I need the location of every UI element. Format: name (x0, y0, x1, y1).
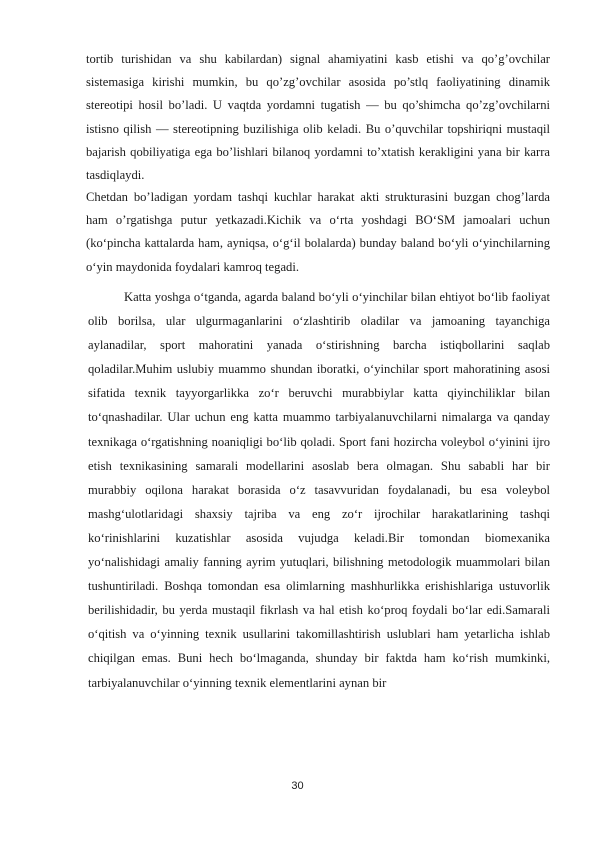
paragraph-2: Chetdan bo’ladigan yordam tashqi kuchlar harakat akti strukturasini buzgan chog’larda ham o’rgatishga putur yetkazadi.Kichik va o‘rta yoshdagi BO‘SM jamoalari uchun (ko‘pincha kattalarda ham, ayniqsa, o‘g‘il bolalarda) bunday baland bo‘yli o‘yinchilarning o‘yin maydonida foydalari kamroq tegadi. (86, 190, 550, 274)
page-number: 30 (291, 780, 304, 792)
paragraph-1: tortib turishidan va shu kabilardan) signal ahamiyatini kasb etishi va qo’g’ovchilar sistemasiga kirishi mumkin, bu qo’zg’ovchilar asosida po’stlq faoliyatining dinamik stereotipi hosil bo’ladi. U vaqtda yordamni tugatish — bu qo’shimcha qo’zg’ovchilarni istisno qilish — stereotipning buzilishiga olib keladi. Bu o’quvchilar topshiriqni mustaqil bajarish qobiliyatiga ega bo’lishlari bilanoq yordamni to’xtatish kerakligini yana bir karra tasdiqlaydi. (86, 52, 550, 183)
paragraph-3: Katta yoshga o‘tganda, agarda baland bo‘yli o‘yinchilar bilan ehtiyot bo‘lib faoliyat olib borilsa, ular ulgurmaganlarini o‘zlashtirib oladilar va jamoaning tayanchiga aylanadilar, sport mahoratini yanada o‘stirishning barcha istiqbollarini saqlab qoladilar.Muhim uslubiy muammo shundan iboratki, o‘yinchilar sport mahoratining asosi sifatida texnik tayyorgarlikka zo‘r beruvchi murabbiylar katta qiyinchiliklar bilan to‘qnashadilar. Ular uchun eng katta muammo tarbiyalanuvchilarni nimalarga va qanday texnikaga o‘rgatishning noaniqligi bo‘lib qoladi. Sport fani hozircha voleybol o‘yinini ijro etish texnikasining samarali modellarini asoslab bera olmagan. Shu sababli har bir murabbiy oqilona harakat borasida o‘z tasavvuridan foydalanadi, bu esa voleybol mashg‘ulotlaridagi shaxsiy tajriba va eng zo‘r ijrochilar harakatlarining tashqi ko‘rinishlarini kuzatishlar asosida vujudga keladi.Bir tomondan biomexanika yo‘nalishidagi amaliy fanning ayrim yutuqlari, bilishning metodologik muammolari bilan tushuntiriladi. Boshqa tomondan esa olimlarning mashhurlikka erishishlariga ustuvorlik berilishidadir, bu yerda mustaqil fikrlash va hal etish ko‘proq foydali bo‘lar edi.Samarali o‘qitish va o‘yinning texnik usullarini takomillashtirish uslublari ham yetarlicha ishlab chiqilgan emas. Buni hech bo‘lmaganda, shunday bir faktda ham ko‘rish mumkinki, tarbiyalanuvchilar o‘yinning texnik elementlarini aynan bir (88, 290, 550, 690)
